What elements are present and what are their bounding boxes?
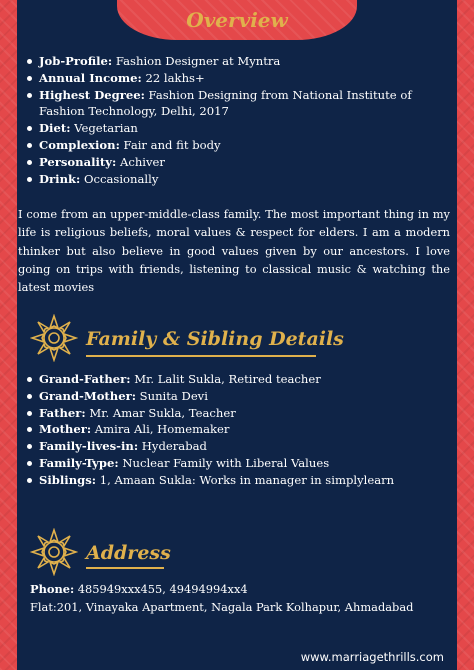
item-label: Drink: <box>39 171 81 186</box>
item-label: Grand-Father: <box>39 372 131 386</box>
list-item <box>39 154 459 171</box>
address-underline <box>86 567 164 569</box>
overview-list <box>22 53 459 187</box>
item-value: Fashion Designing from National Institute of Fashion Technology, Delhi, 2017 <box>39 87 412 119</box>
list-item <box>39 388 459 405</box>
item-value: Hyderabad <box>138 439 207 454</box>
phone-label: Phone: <box>30 582 75 596</box>
family-list <box>22 371 459 489</box>
footer-website: www.marriagethrills.com <box>300 650 444 664</box>
phone-value: 485949xxx455, 49494994xx4 <box>74 582 248 596</box>
list-item <box>39 438 459 455</box>
about-paragraph: I come from an upper-middle-class family. The most important thing in my life is religious beliefs, moral values & respect for elders. I am a modern thinker but also believe in good values given by our ancestors. I love going on trips with friends, listening to classical music & watching the latest movies <box>18 207 450 295</box>
overview-title: Overview <box>186 8 288 32</box>
item-label: Highest Degree: <box>39 87 145 102</box>
family-underline <box>86 355 316 357</box>
address-title: Address <box>86 542 171 564</box>
flat-line: Flat:201, Vinayaka Apartment, Nagala Park Kolhapur, Ahmadabad <box>30 600 414 614</box>
item-label: Annual Income: <box>39 70 142 85</box>
item-label: Family-lives-in: <box>39 439 139 454</box>
mandala-icon <box>30 314 78 362</box>
list-item <box>39 120 459 137</box>
list-item <box>39 70 459 87</box>
list-item <box>39 472 459 489</box>
item-label: Siblings: <box>39 472 97 487</box>
item-label: Grand-Mother: <box>39 388 136 403</box>
item-value: Fair and fit body <box>119 137 221 152</box>
list-item <box>39 137 459 154</box>
phone-line <box>30 580 248 598</box>
item-value: 22 lakhs+ <box>141 70 205 85</box>
list-item <box>39 53 459 70</box>
item-value: Vegetarian <box>70 121 138 136</box>
item-value: Amira Ali, Homemaker <box>91 422 230 437</box>
item-label: Personality: <box>39 154 117 169</box>
item-value: Nuclear Family with Liberal Values <box>118 455 330 470</box>
item-value: Fashion Designer at Myntra <box>112 54 281 68</box>
item-value: Mr. Lalit Sukla, Retired teacher <box>130 372 321 386</box>
item-label: Diet: <box>39 121 71 136</box>
list-item <box>39 405 459 422</box>
list-item <box>39 171 459 188</box>
item-label: Complexion: <box>39 137 120 152</box>
list-item <box>39 421 459 438</box>
list-item <box>39 455 459 472</box>
item-value: Occasionally <box>80 171 159 186</box>
list-item <box>39 371 459 388</box>
item-label: Job-Profile: <box>39 54 113 68</box>
list-item <box>39 87 459 121</box>
item-label: Family-Type: <box>39 455 119 470</box>
item-label: Mother: <box>39 422 92 437</box>
item-value: Mr. Amar Sukla, Teacher <box>85 405 236 420</box>
item-label: Father: <box>39 405 86 420</box>
item-value: Sunita Devi <box>136 388 208 403</box>
family-title: Family & Sibling Details <box>86 328 344 350</box>
item-value: 1, Amaan Sukla: Works in manager in simplylearn <box>96 472 395 487</box>
item-value: Achiver <box>116 154 165 169</box>
mandala-icon <box>30 528 78 576</box>
